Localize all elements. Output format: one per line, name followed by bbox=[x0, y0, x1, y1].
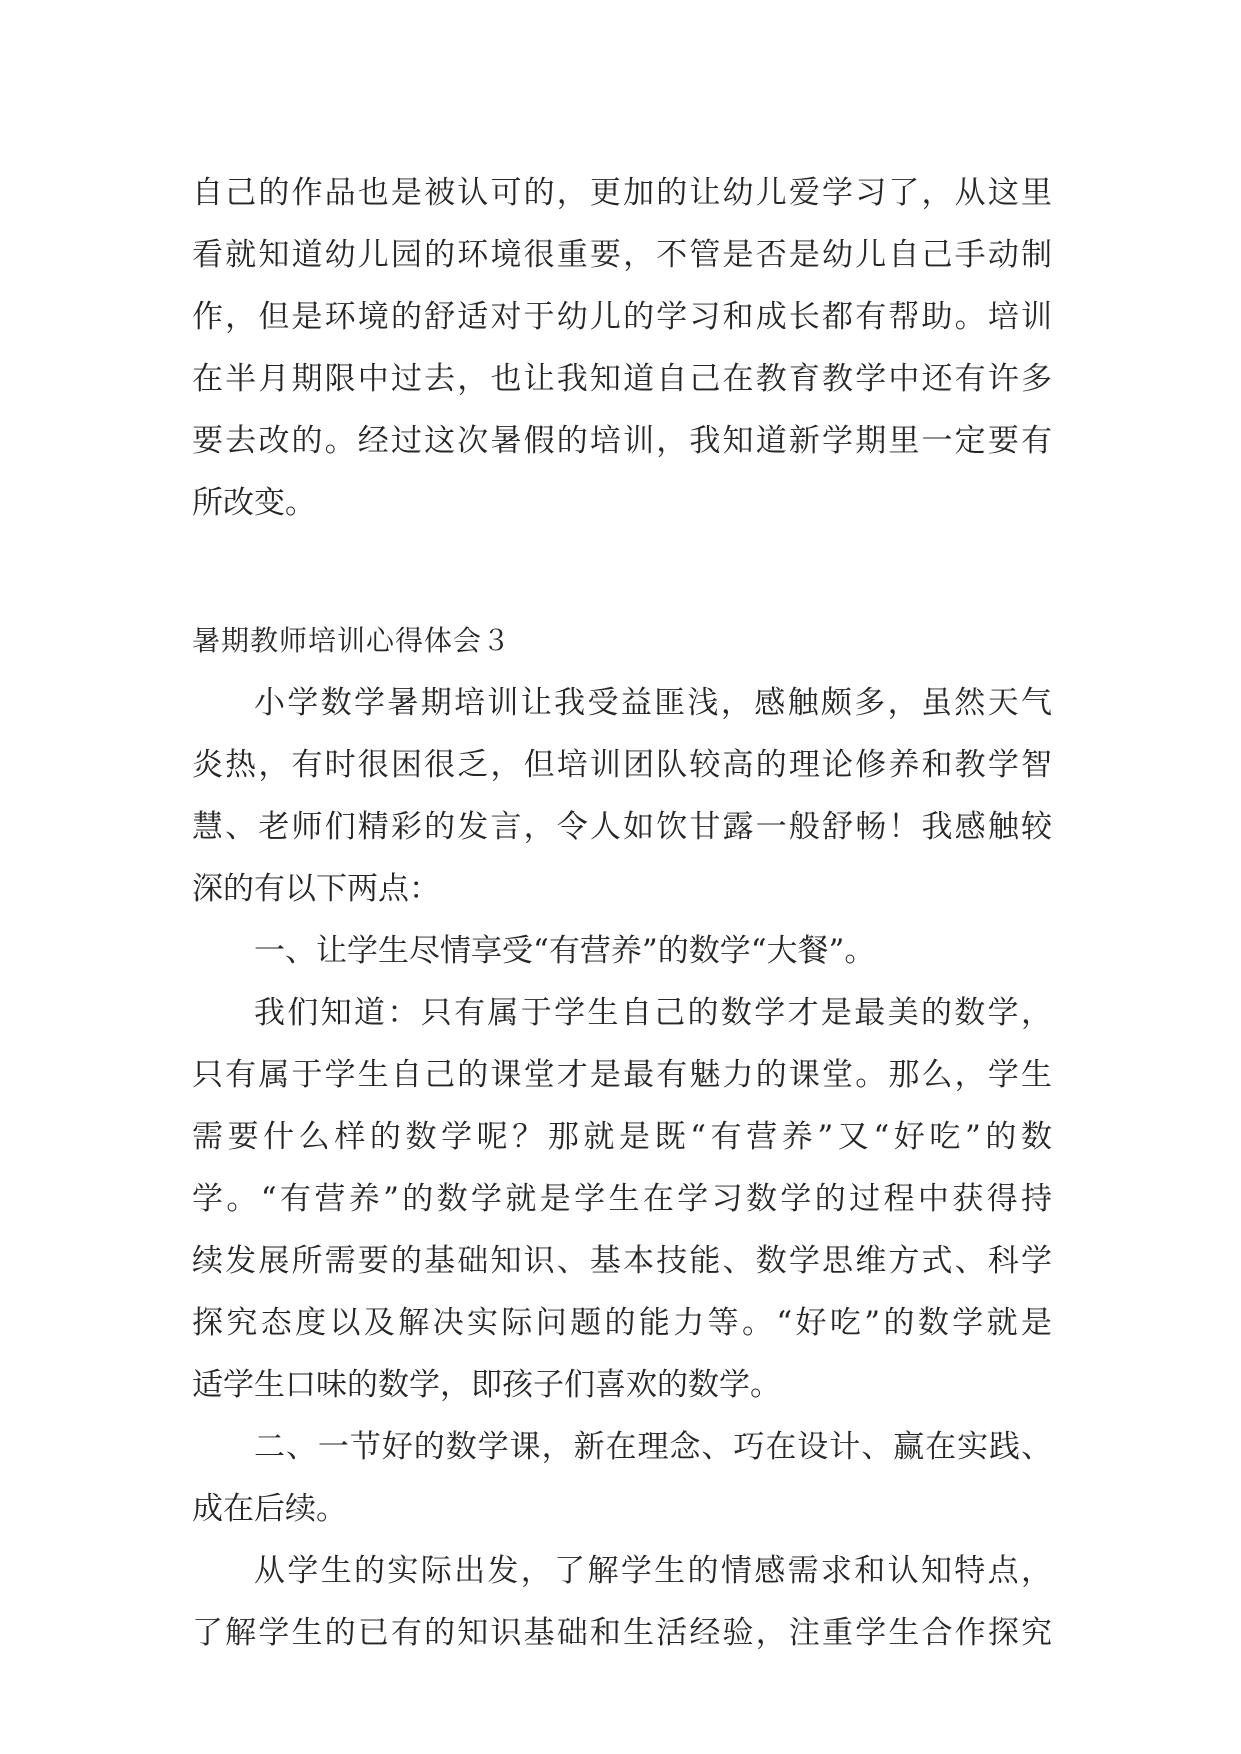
text-line: 成在后续。 bbox=[192, 1491, 347, 1527]
continuation-paragraph bbox=[192, 162, 1052, 534]
paragraph-point-one-body bbox=[192, 982, 1052, 1416]
paragraph-point-two-body bbox=[192, 1540, 1052, 1664]
text-line: 一、让学生尽情享受“有营养”的数学“大餐”。 bbox=[254, 933, 876, 969]
text-line: 需要什么样的数学呢？那就是既“有营养”又“好吃”的数 bbox=[192, 1119, 1052, 1155]
text-line: 适学生口味的数学，即孩子们喜欢的数学。 bbox=[192, 1367, 781, 1403]
text-line: 探究态度以及解决实际问题的能力等。“好吃”的数学就是 bbox=[192, 1305, 1052, 1341]
paragraph-point-one bbox=[192, 920, 1052, 982]
text-line: 看就知道幼儿园的环境很重要，不管是否是幼儿自己手动制 bbox=[192, 237, 1052, 273]
text-line: 作，但是环境的舒适对于幼儿的学习和成长都有帮助。培训 bbox=[192, 299, 1052, 335]
text-line: 续发展所需要的基础知识、基本技能、数学思维方式、科学 bbox=[192, 1243, 1052, 1279]
text-line: 从学生的实际出发，了解学生的情感需求和认知特点， bbox=[254, 1553, 1052, 1589]
section-spacer bbox=[192, 534, 1052, 610]
text-line: 小学数学暑期培训让我受益匪浅，感触颇多，虽然天气 bbox=[254, 685, 1052, 721]
paragraph-point-two bbox=[192, 1416, 1052, 1540]
text-line: 只有属于学生自己的课堂才是最有魅力的课堂。那么，学生 bbox=[192, 1057, 1052, 1093]
text-line: 要去改的。经过这次暑假的培训，我知道新学期里一定要有 bbox=[192, 423, 1052, 459]
text-line: 所改变。 bbox=[192, 485, 316, 521]
text-line: 我们知道：只有属于学生自己的数学才是最美的数学， bbox=[254, 995, 1052, 1031]
text-line: 深的有以下两点： bbox=[192, 871, 440, 907]
text-line: 在半月期限中过去，也让我知道自己在教育教学中还有许多 bbox=[192, 361, 1052, 397]
text-column bbox=[192, 162, 1052, 1664]
text-line: 慧、老师们精彩的发言，令人如饮甘露一般舒畅！我感触较 bbox=[192, 809, 1052, 845]
text-line: 二、一节好的数学课，新在理念、巧在设计、赢在实践、 bbox=[254, 1429, 1052, 1465]
text-line: 了解学生的已有的知识基础和生活经验，注重学生合作探究 bbox=[192, 1615, 1052, 1651]
text-line: 学。“有营养”的数学就是学生在学习数学的过程中获得持 bbox=[192, 1181, 1052, 1217]
text-line: 自己的作品也是被认可的，更加的让幼儿爱学习了，从这里 bbox=[192, 175, 1052, 211]
paragraph-intro bbox=[192, 672, 1052, 920]
text-line: 炎热，有时很困很乏，但培训团队较高的理论修养和教学智 bbox=[192, 747, 1052, 783]
section-heading: 暑期教师培训心得体会３ bbox=[192, 624, 512, 657]
